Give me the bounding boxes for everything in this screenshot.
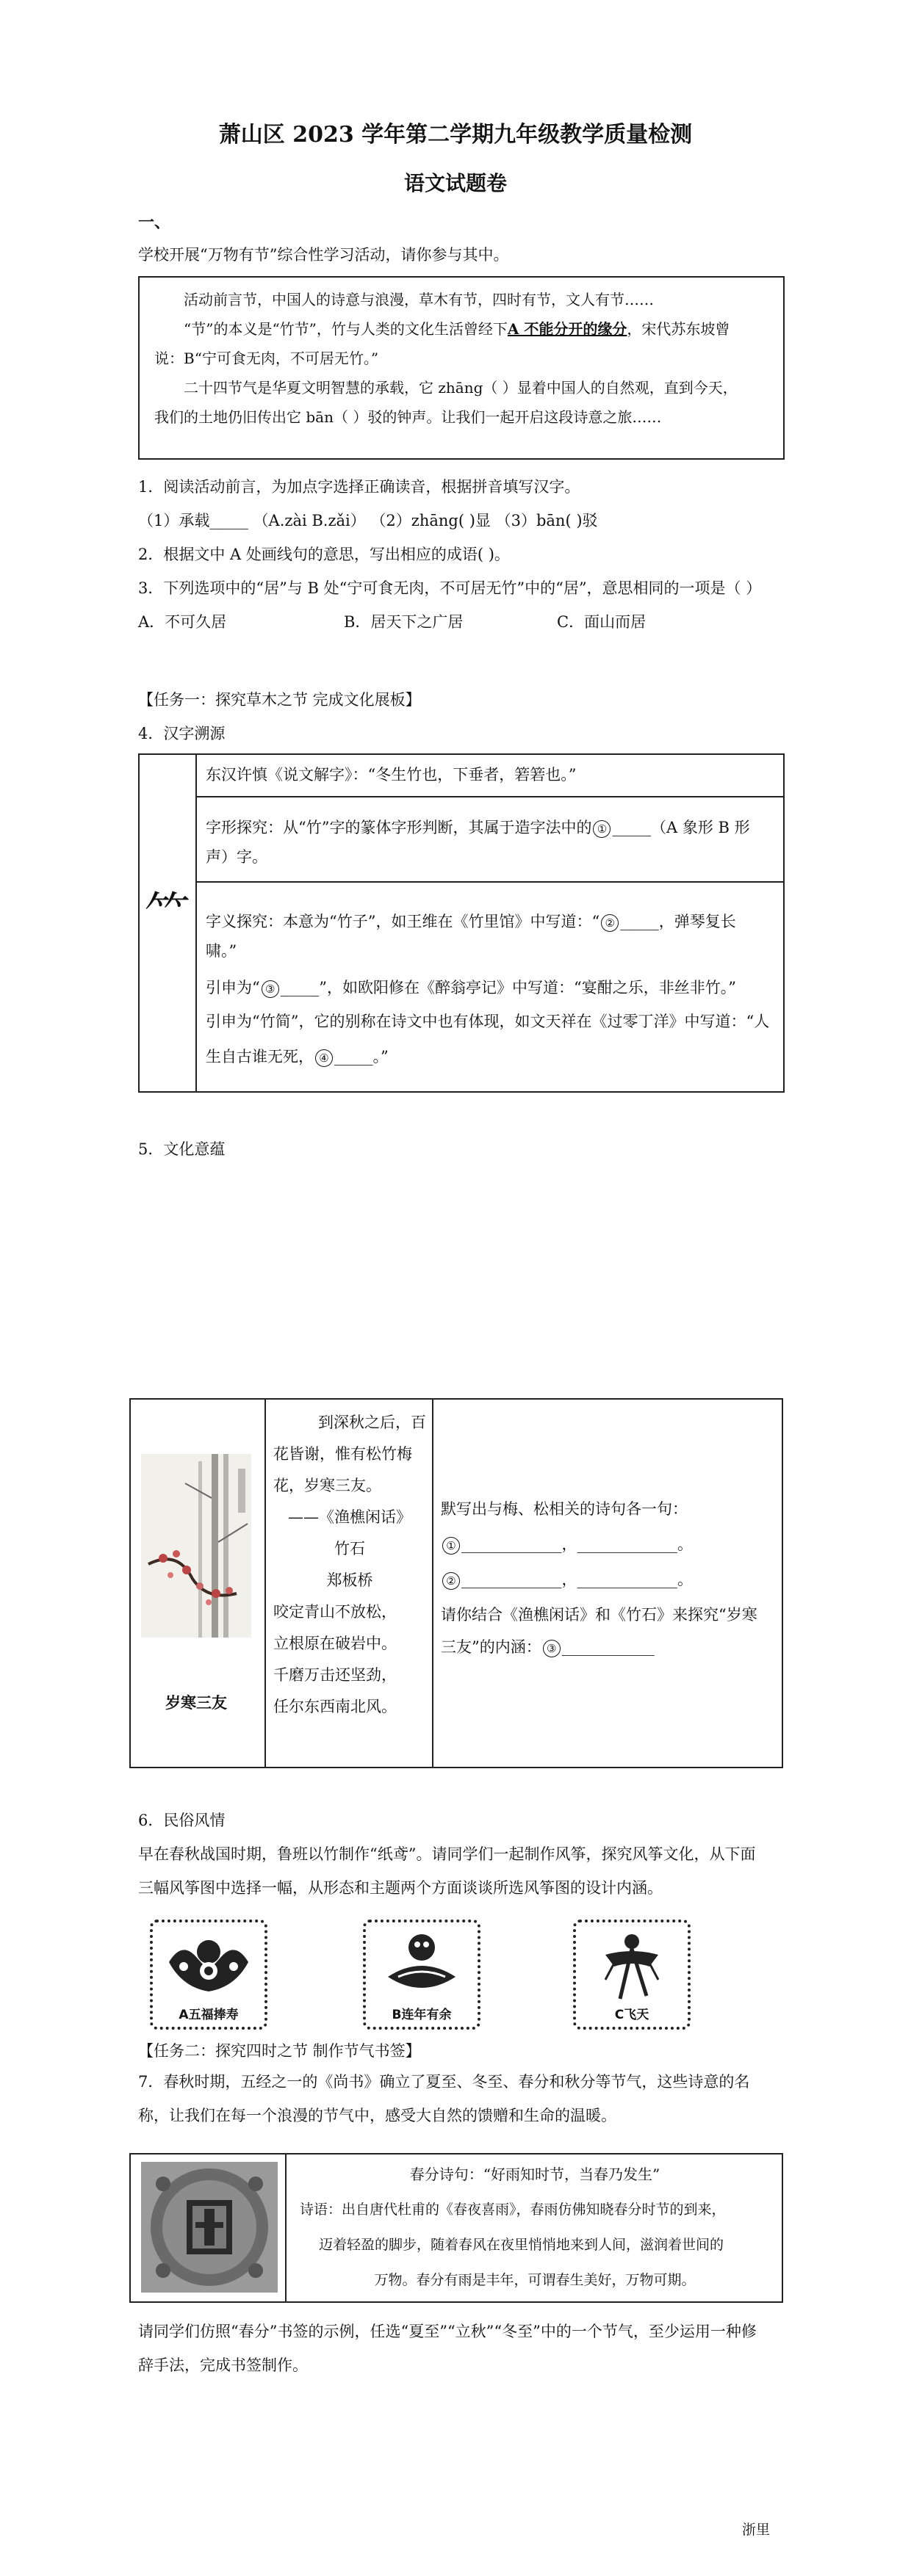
question-6: 6．民俗风情: [138, 1812, 226, 1829]
question-6-line1: 早在春秋战国时期，鲁班以竹制作“纸鸢”。请同学们一起制作风筝，探究风筝文化，从下面: [138, 1845, 756, 1863]
question-2: 2．根据文中 A 处画线句的意思，写出相应的成语( )。: [138, 546, 510, 563]
page-subtitle: 语文试题卷: [403, 171, 507, 195]
section-label: 一、: [138, 213, 171, 232]
chunfen-seal-image: [141, 2162, 278, 2293]
recite-blank-1: ① _____________，_____________。: [441, 1533, 693, 1555]
question-1-options: （1）承载_____ （A.zài B.zǎi） （2）zhāng( )显 （3）bān( )驳: [138, 512, 598, 529]
poem-column: 到深秋之后，百 花皆谢，惟有松竹梅 花，岁寒三友。 ——《渔樵闲话》 竹石 郑板桥 咬定青山不放松， 立根原在破岩中。 千磨万击还坚劲， 任尔东西南北风。: [273, 1414, 426, 1715]
question-1: 1．阅读活动前言，为加点字选择正确读音，根据拼音填写汉字。: [138, 478, 580, 496]
explore-prompt-line2: 三友”的内涵： ③ ____________: [441, 1638, 655, 1656]
intro-p1: 活动前言节，中国人的诗意与浪漫，草木有节，四时有节，文人有节……: [184, 291, 654, 308]
question-7-line1: 7．春秋时期，五经之一的《尚书》确立了夏至、冬至、春分和秋分等节气，这些诗意的名: [138, 2073, 750, 2091]
kite-a-label: A五福捧寿: [179, 2008, 239, 2022]
painting-caption: 岁寒三友: [165, 1693, 227, 1712]
kite-b: [363, 1920, 480, 2030]
hanzi-row3-line3: 引申为“ ③ _____”，如欧阳修在《醉翁亭记》中写道：“宴酣之乐，非丝非竹。”: [206, 979, 736, 996]
intro-p2: “节”的本义是“竹节”，竹与人类的文化生活曾经下A 不能分开的缘分，宋代苏东坡曾: [184, 320, 730, 338]
explore-prompt-line1: 请你结合《渔樵闲话》和《竹石》来探究“岁寒: [441, 1606, 757, 1624]
poem-title: 春分诗句：“好雨知时节，当春乃发生”: [409, 2166, 660, 2183]
question-5: 5．文化意蕴: [138, 1140, 226, 1158]
kite-c-label: C飞天: [614, 2008, 649, 2022]
poem-note-line2: 迈着轻盈的脚步，随着春风在夜里悄悄地来到人间，滋润着世间的: [319, 2237, 724, 2253]
task-1-label: 【任务一：探究草木之节 完成文化展板】: [138, 691, 421, 709]
kite-a: [150, 1920, 267, 2030]
poem-note-line1: 诗语：出自唐代杜甫的《春夜喜雨》，春雨仿佛知晓春分时节的到来，: [300, 2201, 726, 2218]
section-intro: 学校开展“万物有节”综合性学习活动，请你参与其中。: [138, 246, 509, 264]
intro-p3: 说：B“宁可食无肉，不可居无竹。”: [154, 350, 379, 367]
bamboo-seal-glyph: ⺮: [144, 887, 191, 941]
question-3-option-a: A．不可久居: [138, 613, 227, 631]
intro-p5: 我们的土地仍旧传出它 bān（ ）驳的钟声。让我们一起开启这段诗意之旅……: [154, 408, 662, 426]
question-6-line2: 三幅风筝图中选择一幅，从形态和主题两个方面谈谈所选风筝图的设计内涵。: [138, 1879, 663, 1897]
plum-bamboo-painting: [141, 1454, 251, 1638]
question-3-option-b: B．居天下之广居: [344, 613, 464, 631]
hanzi-row2-line2: 声）字。: [206, 848, 267, 866]
hanzi-row3-line4: 引申为“竹简”，它的别称在诗文中也有体现，如文天祥在《过零丁洋》中写道：“人: [206, 1013, 770, 1030]
recite-blank-2: ② _____________，_____________。: [441, 1569, 693, 1591]
hanzi-row3-line1: 字义探究：本意为“竹子”，如王维在《竹里馆》中写道：“ ② _____，弹琴复长: [206, 913, 736, 930]
footer-mark: 浙里: [742, 2522, 771, 2538]
task-2-label: 【任务二：探究四时之节 制作节气书签】: [138, 2042, 421, 2060]
hanzi-row1: 东汉许慎《说文解字》：“冬生竹也，下垂者，箬箬也。”: [206, 766, 577, 784]
question-4: 4．汉字溯源: [138, 725, 226, 742]
recite-prompt: 默写出与梅、松相关的诗句各一句：: [441, 1500, 688, 1518]
hanzi-row3-line2: 啸。”: [206, 942, 237, 960]
question-7-line2: 称，让我们在每一个浪漫的节气中，感受大自然的馈赠和生命的温暖。: [138, 2107, 616, 2124]
question-3-option-c: C．面山而居: [557, 613, 647, 631]
hanzi-row3-line5: 生自古谁无死， ④ _____。”: [206, 1048, 389, 1066]
bookmark-instruction-line1: 请同学们仿照“春分”书签的示例，任选“夏至”“立秋”“冬至”中的一个节气，至少运用一种修: [138, 2323, 757, 2340]
question-3: 3．下列选项中的“居”与 B 处“宁可食无肉，不可居无竹”中的“居”，意思相同的一项是（ ）: [138, 579, 762, 597]
page-title: 萧山区 2023 学年第二学期九年级教学质量检测: [218, 122, 693, 148]
bookmark-instruction-line2: 辞手法，完成书签制作。: [138, 2356, 308, 2374]
kite-c: [573, 1920, 691, 2030]
poem-note-line3: 万物。春分有雨是丰年，可谓春生美好，万物可期。: [374, 2272, 696, 2288]
underlined-phrase-a: A 不能分开的缘分: [507, 320, 627, 338]
intro-box: [138, 276, 785, 460]
intro-p4: 二十四节气是华夏文明智慧的承载，它 zhāng（ ）显着中国人的自然观，直到今天，: [184, 379, 738, 397]
kite-b-label: B连年有余: [392, 2008, 452, 2022]
hanzi-row2-line1: 字形探究：从“竹”字的篆体字形判断，其属于造字法中的 ① _____（A 象形 B 形: [206, 819, 750, 836]
